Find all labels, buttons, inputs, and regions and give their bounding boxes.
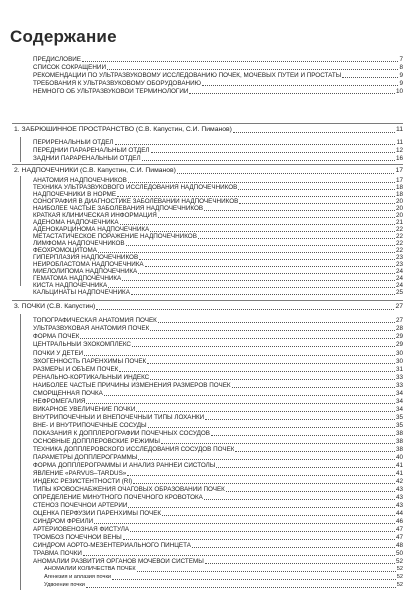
- toc-entry[interactable]: МИЕЛОЛИПОМА НАДПОЧЕЧНИКА 24: [33, 268, 403, 275]
- toc-entry[interactable]: ПЕРИРЕНАЛЬНЫЙ ОТДЕЛ 11: [33, 139, 403, 146]
- toc-entry[interactable]: ОЦЕНКА ПЕРФУЗИИ ПАРЕНХИМЫ ПОЧЕК 44: [33, 510, 403, 517]
- toc-entry[interactable]: ТИПЫ КРОВОСНАБЖЕНИЯ ОЧАГОВЫХ ОБРАЗОВАНИЙ ПОЧЕК 43: [33, 486, 403, 493]
- toc-entry[interactable]: СИНДРОМ АОРТО-МЕЗЕНТЕРИАЛЬНОГО ПИНЦЕТА 48: [33, 542, 403, 549]
- toc-entry[interactable]: НЕФРОМЕГАЛИЯ 34: [33, 398, 403, 405]
- toc-subentry[interactable]: Агенезия и аплазия почки 52: [44, 574, 403, 580]
- chapter-divider: [12, 164, 403, 165]
- toc-entry[interactable]: ИНДЕКС РЕЗИСТЕНТНОСТИ (RI) 42: [33, 478, 403, 485]
- toc-entry[interactable]: ТЕХНИКА УЛЬТРАЗВУКОВОГО ИССЛЕДОВАНИЯ НАДПОЧЕЧНИКОВ 18: [33, 184, 403, 191]
- toc-entry[interactable]: ПОЧКИ У ДЕТЕЙ 30: [33, 350, 403, 357]
- toc-entry[interactable]: РЕНАЛЬНО-КОРТИКАЛЬНЫЙ ИНДЕКС 33: [33, 374, 403, 381]
- toc-entry[interactable]: МЕТАСТАТИЧЕСКОЕ ПОРАЖЕНИЕ НАДПОЧЕЧНИКОВ 22: [33, 233, 403, 240]
- toc-entry[interactable]: ГЕМАТОМА НАДПОЧЕЧНИКА 24: [33, 275, 403, 282]
- toc-entry[interactable]: ЛИМФОМА НАДПОЧЕЧНИКОВ 22: [33, 240, 403, 247]
- toc-entry[interactable]: ТРЕБОВАНИЯ К УЛЬТРАЗВУКОВОМУ ОБОРУДОВАНИЮ 9: [33, 80, 403, 87]
- chapter-divider: [12, 123, 403, 124]
- toc-entry[interactable]: ВНЕ- И ВНУТРИПОЧЕЧНЫЕ СОСУДЫ 35: [33, 422, 403, 429]
- toc-entry[interactable]: ЦЕНТРАЛЬНЫЙ ЭХОКОМПЛЕКС 29: [33, 341, 403, 348]
- toc-entry[interactable]: ТЕХНИКА ДОППЛЕРОВСКОГО ИССЛЕДОВАНИЯ СОСУДОВ ПОЧЕК 38: [33, 446, 403, 453]
- toc-entry[interactable]: РАЗМЕРЫ И ОБЪЕМ ПОЧЕК 31: [33, 366, 403, 373]
- toc-entry[interactable]: ПАРАМЕТРЫ ДОППЛЕРОГРАММЫ 40: [33, 454, 403, 461]
- toc-entry[interactable]: НАИБОЛЕЕ ЧАСТЫЕ ПРИЧИНЫ ИЗМЕНЕНИЯ РАЗМЕРОВ ПОЧЕК 33: [33, 382, 403, 389]
- toc-entry[interactable]: АДЕНОМА НАДПОЧЕЧНИКА 21: [33, 219, 403, 226]
- toc-subentry[interactable]: Удвоение почки 52: [44, 582, 403, 588]
- page-title: Содержание: [10, 27, 117, 46]
- toc-entry[interactable]: АНОМАЛИИ РАЗВИТИЯ ОРГАНОВ МОЧЕВОЙ СИСТЕМЫ 52: [33, 558, 403, 565]
- toc-entry[interactable]: ТРАВМА ПОЧКИ 50: [33, 550, 403, 557]
- toc-subentry[interactable]: АНОМАЛИИ КОЛИЧЕСТВА ПОЧЕК 52: [44, 566, 403, 572]
- toc-entry[interactable]: ПЕРЕДНИЙ ПАРАРЕНАЛЬНЫЙ ОТДЕЛ 12: [33, 147, 403, 154]
- toc-entry[interactable]: НАДПОЧЕЧНИКИ В НОРМЕ 18: [33, 191, 403, 198]
- toc-entry[interactable]: КРАТКАЯ КЛИНИЧЕСКАЯ ИНФОРМАЦИЯ 20: [33, 212, 403, 219]
- toc-entry[interactable]: КИСТА НАДПОЧЕЧНИКА 24: [33, 282, 403, 289]
- toc-entry[interactable]: РЕКОМЕНДАЦИИ ПО УЛЬТРАЗВУКОВОМУ ИССЛЕДОВАНИЮ ПОЧЕК, МОЧЕВЫХ ПУТЕЙ И ПРОСТАТЫ 9: [33, 72, 403, 79]
- toc-entry[interactable]: СМОРЩЕННАЯ ПОЧКА 34: [33, 390, 403, 397]
- toc-entry[interactable]: АРТЕРИОВЕНОЗНАЯ ФИСТУЛА 47: [33, 526, 403, 533]
- toc-entry[interactable]: ТОПОГРАФИЧЕСКАЯ АНАТОМИЯ ПОЧЕК 27: [33, 317, 403, 324]
- toc-entry[interactable]: СИНДРОМ ФРЕЙЛИ 46: [33, 518, 403, 525]
- toc-entry[interactable]: ТРОМБОЗ ПОЧЕЧНОЙ ВЕНЫ 47: [33, 534, 403, 541]
- toc-entry[interactable]: ПРЕДИСЛОВИЕ 7: [33, 56, 403, 63]
- toc-entry[interactable]: НЕЙРОБЛАСТОМА НАДПОЧЕЧНИКА 23: [33, 261, 403, 268]
- toc-entry[interactable]: ЭХОГЕННОСТЬ ПАРЕНХИМЫ ПОЧЕК 30: [33, 358, 403, 365]
- toc-entry[interactable]: ОПРЕДЕЛЕНИЕ МИНУТНОГО ПОЧЕЧНОГО КРОВОТОКА 43: [33, 494, 403, 501]
- toc-entry[interactable]: НЕМНОГО ОБ УЛЬТРАЗВУКОВОЙ ТЕРМИНОЛОГИИ 10: [33, 88, 403, 95]
- chapter-divider: [12, 300, 403, 301]
- toc-entry[interactable]: ГИПЕРПЛАЗИЯ НАДПОЧЕЧНИКОВ 23: [33, 254, 403, 261]
- toc-entry[interactable]: АНАТОМИЯ НАДПОЧЕЧНИКОВ 17: [33, 177, 403, 184]
- toc-entry[interactable]: ФЕОХРОМОЦИТОМА 22: [33, 247, 403, 254]
- chapter-heading[interactable]: 1. ЗАБРЮШИННОЕ ПРОСТРАНСТВО (С.В. Капустин, С.И. Пиманов) 11: [14, 126, 403, 133]
- toc-entry[interactable]: СОНОГРАФИЯ В ДИАГНОСТИКЕ ЗАБОЛЕВАНИЙ НАДПОЧЕЧНИКОВ 20: [33, 198, 403, 205]
- toc-entry[interactable]: НАИБОЛЕЕ ЧАСТЫЕ ЗАБОЛЕВАНИЯ НАДПОЧЕЧНИКОВ 20: [33, 205, 403, 212]
- chapter-heading[interactable]: 3. ПОЧКИ (С.В. Капустин) 27: [14, 303, 403, 310]
- toc-entry[interactable]: КАЛЬЦИНАТЫ НАДПОЧЕЧНИКА 25: [33, 289, 403, 296]
- toc-entry[interactable]: ЗАДНИЙ ПАРАРЕНАЛЬНЫЙ ОТДЕЛ 16: [33, 155, 403, 162]
- toc-entry[interactable]: ЯВЛЕНИЕ «PARVUS–TARDUS» 41: [33, 470, 403, 477]
- toc-entry[interactable]: ВНУТРИПОЧЕЧНЫЙ И ВНЕПОЧЕЧНЫЙ ТИПЫ ЛОХАНКИ 35: [33, 414, 403, 421]
- toc-entry[interactable]: ФОРМА ДОППЛЕРОГРАММЫ И АНАЛИЗ РАННЕЙ СИСТОЛЫ 41: [33, 462, 403, 469]
- toc-entry[interactable]: СТЕНОЗ ПОЧЕЧНОЙ АРТЕРИИ 43: [33, 502, 403, 509]
- toc-entry[interactable]: УЛЬТРАЗВУКОВАЯ АНАТОМИЯ ПОЧЕК 28: [33, 325, 403, 332]
- chapter-heading[interactable]: 2. НАДПОЧЕЧНИКИ (С.В. Капустин, С.И. Пиманов) 17: [14, 167, 403, 174]
- toc-entry[interactable]: СПИСОК СОКРАЩЕНИЙ 8: [33, 64, 403, 71]
- toc-entry[interactable]: ПОКАЗАНИЯ К ДОППЛЕРОГРАФИИ ПОЧЕЧНЫХ СОСУДОВ 38: [33, 430, 403, 437]
- toc-entry[interactable]: ВИКАРНОЕ УВЕЛИЧЕНИЕ ПОЧКИ 34: [33, 406, 403, 413]
- toc-entry[interactable]: АДЕНОКАРЦИНОМА НАДПОЧЕЧНИКА 22: [33, 226, 403, 233]
- toc-entry[interactable]: ОСНОВНЫЕ ДОППЛЕРОВСКИЕ РЕЖИМЫ 38: [33, 438, 403, 445]
- toc-entry[interactable]: ФОРМА ПОЧЕК 29: [33, 333, 403, 340]
